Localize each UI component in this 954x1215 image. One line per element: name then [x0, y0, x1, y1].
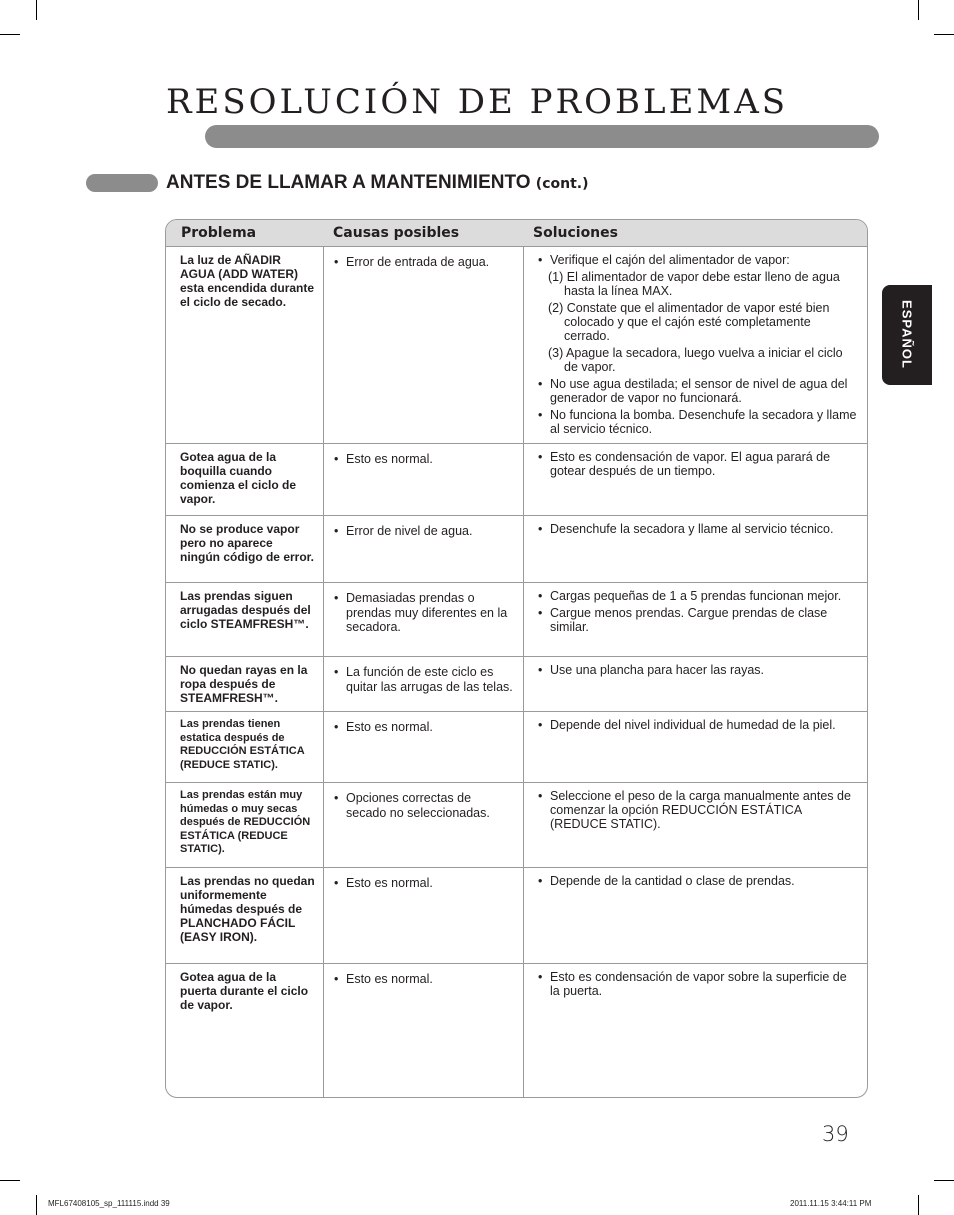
- table-row: [166, 247, 867, 444]
- table-row: [166, 964, 867, 1097]
- solution-bullet: • Desenchufe la secadora y llame al servicio técnico.: [536, 522, 859, 536]
- solutions-cell: [523, 868, 867, 963]
- solution-step: (2) Constate que el alimentador de vapor esté bien colocado y que el cajón esté completamente cerrado.: [548, 301, 830, 343]
- header-problem: Problema: [181, 225, 257, 241]
- crop-mark: [934, 1180, 954, 1181]
- table-row: [166, 657, 867, 712]
- solution-bullet: • Depende del nivel individual de humedad de la piel.: [536, 718, 859, 732]
- header-causes: Causas posibles: [333, 225, 460, 241]
- problem-cell: No se produce vapor pero no aparece ningún código de error.: [180, 522, 315, 564]
- problem-cell: Las prendas tienen estatica después de REDUCCIÓN ESTÁTICA (REDUCE STATIC).: [180, 718, 305, 771]
- footer-file: MFL67408105_sp_111115.indd 39: [48, 1199, 170, 1208]
- table-row: [166, 783, 867, 868]
- solution-step: (1) El alimentador de vapor debe estar lleno de agua hasta la línea MAX.: [548, 270, 840, 298]
- cause-cell: • Opciones correctas de secado no seleccionadas.: [323, 783, 523, 867]
- language-tab-label: ESPAÑOL: [899, 300, 915, 369]
- crop-mark: [0, 34, 20, 35]
- solution-bullet: • No use agua destilada; el sensor de nivel de agua del generador de vapor no funcionará.: [536, 377, 859, 405]
- section-pill: [86, 174, 158, 192]
- solution-bullet: • Esto es condensación de vapor. El agua parará de gotear después de un tiempo.: [536, 450, 859, 478]
- solution-bullet: • Esto es condensación de vapor sobre la superficie de la puerta.: [536, 970, 859, 998]
- solution-bullet: • No funciona la bomba. Desenchufe la secadora y llame al servicio técnico.: [536, 408, 859, 436]
- table-row: [166, 712, 867, 783]
- solutions-cell: [523, 516, 867, 582]
- cause-cell: • Error de nivel de agua.: [323, 516, 523, 582]
- title-bar: [205, 125, 879, 148]
- problem-cell: No quedan rayas en la ropa después de STEAMFRESH™.: [180, 663, 308, 705]
- problem-cell: Gotea agua de la boquilla cuando comienza el ciclo de vapor.: [180, 450, 297, 506]
- crop-mark: [934, 34, 954, 35]
- page-title: RESOLUCIÓN DE PROBLEMAS: [165, 82, 789, 122]
- solutions-cell: [523, 964, 867, 1097]
- cause-cell: • Esto es normal.: [323, 964, 523, 1097]
- table-row: [166, 583, 867, 657]
- section-title-text: ANTES DE LLAMAR A MANTENIMIENTO: [166, 172, 531, 193]
- solution-bullet: • Depende de la cantidad o clase de prendas.: [536, 874, 859, 888]
- cause-cell: • La función de este ciclo es quitar las arrugas de las telas.: [323, 657, 523, 711]
- solution-bullet: • Cargue menos prendas. Cargue prendas de clase similar.: [536, 606, 859, 634]
- section-title: [166, 172, 589, 194]
- cause-cell: • Error de entrada de agua.: [323, 247, 523, 443]
- solutions-cell: [523, 583, 867, 656]
- solutions-cell: [523, 657, 867, 711]
- problem-cell: Las prendas no quedan uniformemente húmedas después de PLANCHADO FÁCIL (EASY IRON).: [180, 874, 315, 944]
- solutions-cell: [523, 247, 867, 443]
- cause-cell: • Demasiadas prendas o prendas muy diferentes en la secadora.: [323, 583, 523, 656]
- solution-bullet: • Cargas pequeñas de 1 a 5 prendas funcionan mejor.: [536, 589, 859, 603]
- crop-mark: [0, 1180, 20, 1181]
- solutions-cell: [523, 712, 867, 782]
- solutions-cell: [523, 783, 867, 867]
- problem-cell: Las prendas siguen arrugadas después del ciclo STEAMFRESH™.: [180, 589, 311, 631]
- table-row: [166, 444, 867, 516]
- problem-cell: Las prendas están muy húmedas o muy secas después de REDUCCIÓN ESTÁTICA (REDUCE STATIC).: [180, 789, 311, 855]
- page-number: 39: [822, 1122, 849, 1146]
- crop-mark: [918, 1195, 919, 1215]
- problem-cell: La luz de AÑADIR AGUA (ADD WATER) esta encendida durante el ciclo de secado.: [180, 253, 315, 309]
- troubleshooting-table: [165, 219, 868, 1098]
- header-solutions: Soluciones: [533, 225, 618, 241]
- solution-step: (3) Apague la secadora, luego vuelva a iniciar el ciclo de vapor.: [548, 346, 843, 374]
- language-tab: [882, 285, 932, 385]
- table-row: [166, 516, 867, 583]
- section-title-suffix: (cont.): [535, 176, 589, 192]
- solution-bullet: • Seleccione el peso de la carga manualmente antes de comenzar la opción REDUCCIÓN ESTÁTICA (REDUCE STATIC).: [536, 789, 859, 831]
- footer-timestamp: 2011.11.15 3:44:11 PM: [790, 1199, 872, 1208]
- solution-bullet: • Verifique el cajón del alimentador de vapor:: [536, 253, 859, 267]
- cause-cell: • Esto es normal.: [323, 868, 523, 963]
- table-row: [166, 868, 867, 964]
- solution-bullet: • Use una plancha para hacer las rayas.: [536, 663, 859, 677]
- problem-cell: Gotea agua de la puerta durante el ciclo de vapor.: [180, 970, 309, 1012]
- cause-cell: • Esto es normal.: [323, 444, 523, 515]
- table-header: [166, 220, 867, 247]
- crop-mark: [918, 0, 919, 20]
- solutions-cell: [523, 444, 867, 515]
- crop-mark: [36, 0, 37, 20]
- cause-cell: • Esto es normal.: [323, 712, 523, 782]
- crop-mark: [36, 1195, 37, 1215]
